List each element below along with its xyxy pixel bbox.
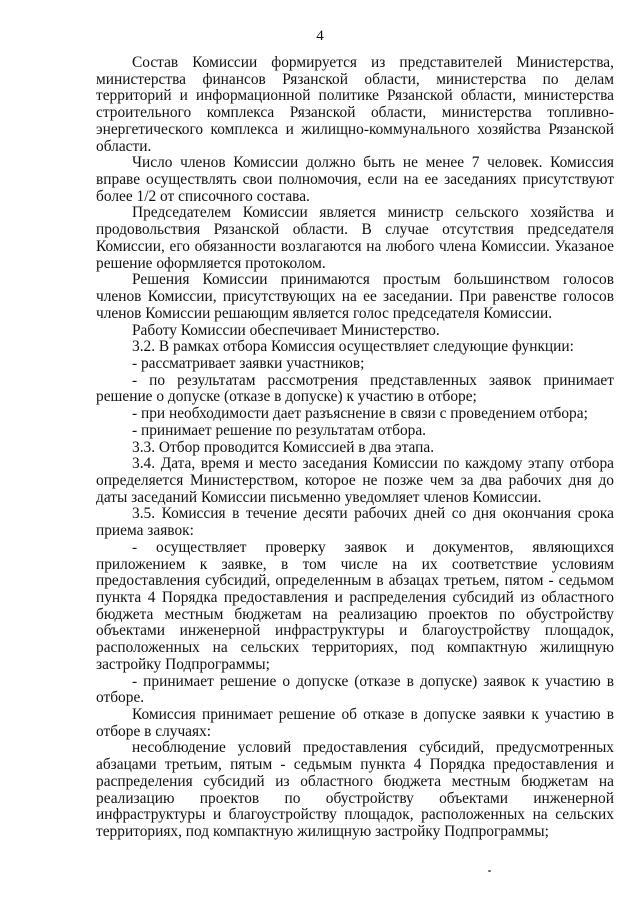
- paragraph-commission-support: Работу Комиссии обеспечивает Министерство.: [132, 321, 440, 339]
- paragraph-commission-composition: Состав Комиссии формируется из представителей Министерства, министерства финансов Рязанской области, министерства по делам территорий и информационной политике Рязанской области, министерства строительного комплекса Рязанской области, министерства топливно-энергетического комплекса и жилищно-коммунального хозяйства Рязанской области.: [96, 54, 614, 155]
- paragraph-refusal-cases: Комиссия принимает решение об отказе в допуске заявки к участию в отборе в случаях:: [96, 706, 614, 740]
- paragraph-section-3-4: 3.4. Дата, время и место заседания Комиссии по каждому этапу отбора определяется Министерством, которое не позже чем за два рабочих дня до даты заседаний Комиссии письменно уведомляет членов Комиссии.: [96, 455, 614, 506]
- list-item-admission-decision: - по результатам рассмотрения представленных заявок принимает решение о допуске (отказе в допуске) к участию в отборе;: [96, 371, 614, 406]
- paragraph-section-3-3: 3.3. Отбор проводится Комиссией в два этапа.: [132, 438, 435, 456]
- list-item-selection-results: - принимает решение по результатам отбора.: [132, 421, 427, 439]
- list-item-verification: - осуществляет проверку заявок и документов, являющихся приложением к заявке, в том числе на их соответствие условиям предоставления субсидий, определенным в абзацах третьем, пятом - седьмом пункта 4 Порядка предоставления и распределения субсидий из областного бюджета местным бюджетам на реализацию проектов по обустройству объектами инженерной инфраструктуры и благоустройству площадок, расположенных на сельских территориях, под компактную жилищную застройку Подпрограммы;: [96, 538, 614, 673]
- scan-speck: [488, 870, 491, 872]
- paragraph-noncompliance: несоблюдение условий предоставления субсидий, предусмотренных абзацами третьим, пятым - седьмым пункта 4 Порядка предоставления и распределения субсидий из областного бюджета местным бюджетам на реализацию проектов по обустройству объектами инженерной инфраструктуры и благоустройству площадок, расположенных на сельских территориях, под компактную жилищную застройку Подпрограммы;: [96, 739, 614, 841]
- paragraph-decisions: Решения Комиссии принимаются простым большинством голосов членов Комиссии, присутствующих на ее заседании. При равенстве голосов членов Комиссии решающим является голос председателя Комиссии.: [96, 271, 614, 322]
- page-number: 4: [316, 28, 324, 44]
- paragraph-section-3-2: 3.2. В рамках отбора Комиссия осуществляет следующие функции:: [132, 338, 574, 356]
- list-item-reviews-applications: - рассматривает заявки участников;: [132, 354, 365, 372]
- document-body: [96, 55, 614, 841]
- paragraph-member-count: Число членов Комиссии должно быть не менее 7 человек. Комиссия вправе осуществлять свои полномочия, если на ее заседаниях присутствуют более 1/2 от списочного состава.: [96, 154, 614, 205]
- list-item-admission: - принимает решение о допуске (отказе в допуске) заявок к участию в отборе.: [96, 672, 614, 707]
- paragraph-section-3-5: 3.5. Комиссия в течение десяти рабочих дней со дня окончания срока приема заявок:: [96, 505, 614, 540]
- list-item-clarification: - при необходимости дает разъяснение в связи с проведением отбора;: [132, 405, 588, 423]
- paragraph-chairman: Председателем Комиссии является министр сельского хозяйства и продовольствия Рязанской области. В случае отсутствия председателя Комиссии, его обязанности возлагаются на любого члена Комиссии. Указаное решение оформляется протоколом.: [96, 204, 614, 272]
